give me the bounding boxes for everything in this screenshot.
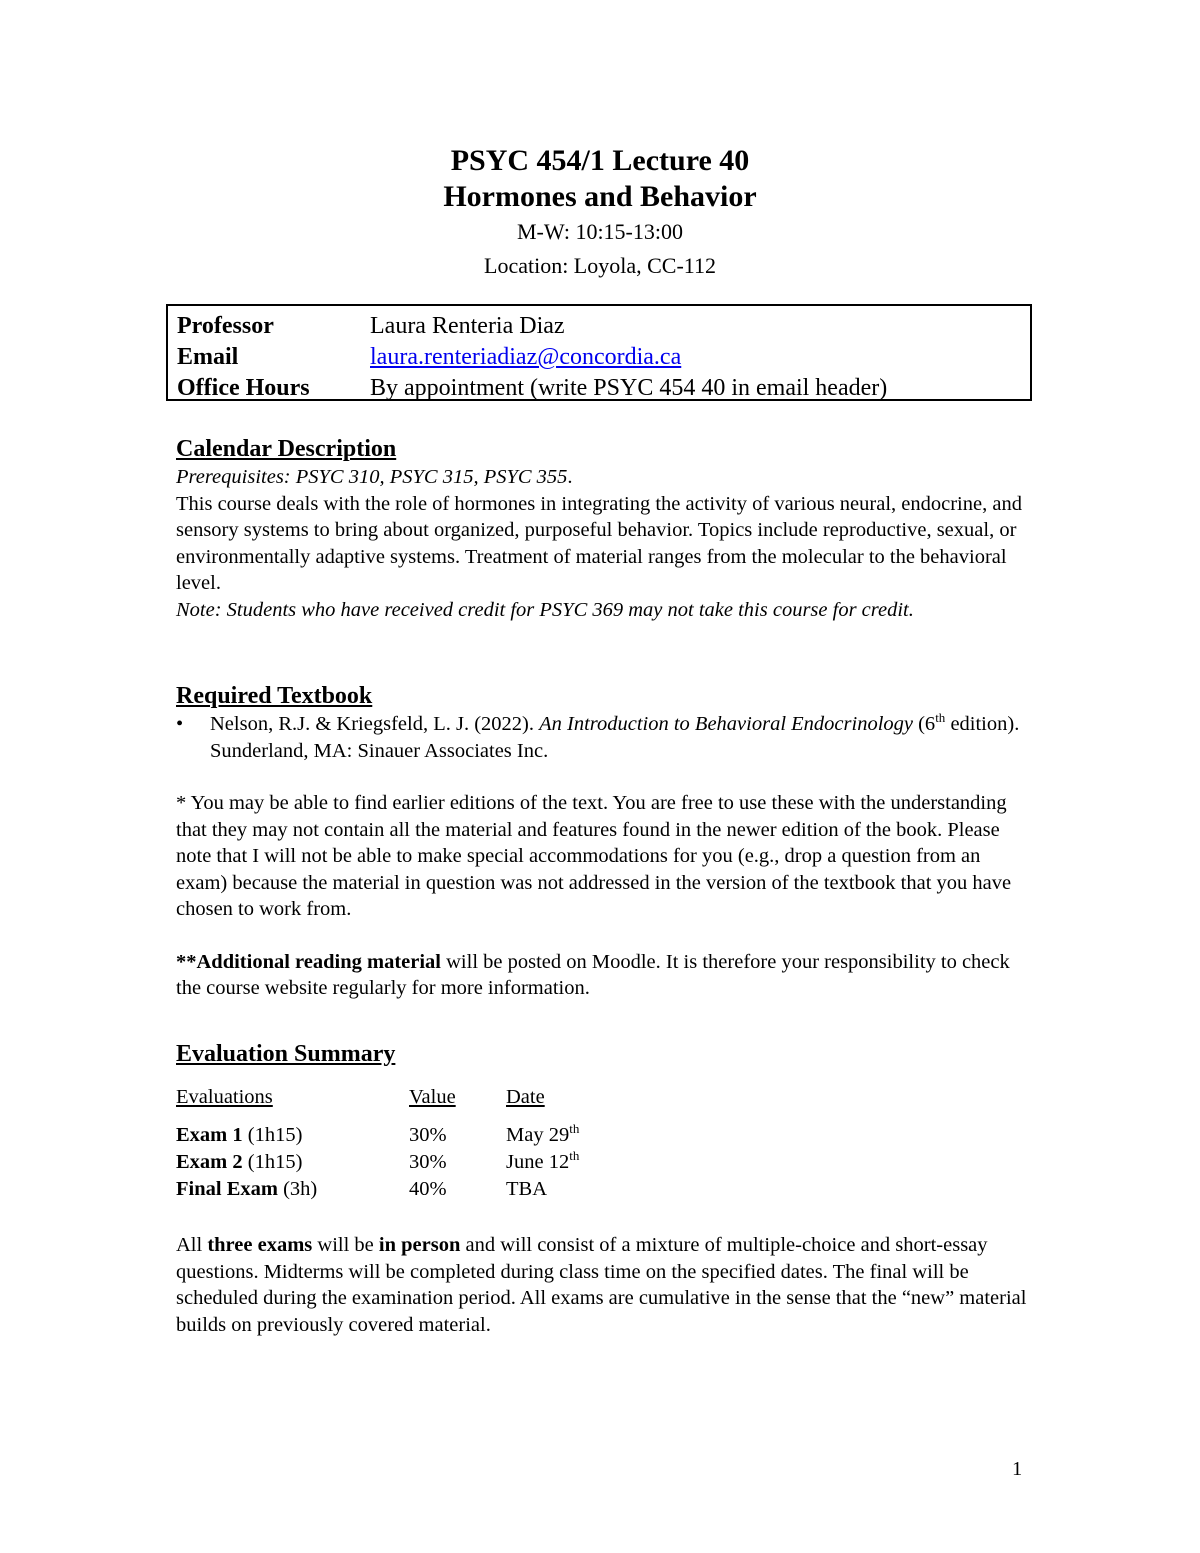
eval-date-sup: th bbox=[569, 1148, 580, 1164]
textbook-citation bbox=[176, 711, 1036, 764]
eval-value: 30% bbox=[409, 1151, 447, 1173]
course-schedule: M-W: 10:15-13:00 bbox=[517, 219, 683, 244]
textbook-heading: Required Textbook bbox=[176, 683, 373, 709]
additional-reading-text: will be posted on Moodle. It is therefore your responsibility to check the course website regularly for more information. bbox=[176, 950, 1010, 999]
prerequisites bbox=[176, 464, 1036, 491]
citation-publisher: edition). Sunderland, MA: Sinauer Associates Inc. bbox=[210, 713, 1020, 762]
summary-part-3: and will consist of a mixture of multiple-choice and short-essay questions. Midterms will be completed during class time on the specified dates. The final will be scheduled during the examination period. All exams are cumulative in the sense that the “new” material builds on previously covered material. bbox=[176, 1234, 1027, 1336]
textbook-section bbox=[176, 681, 1036, 1002]
course-title: PSYC 454/1 Lecture 40 bbox=[450, 144, 750, 177]
course-header bbox=[0, 143, 1200, 283]
eval-date-sup: th bbox=[569, 1121, 580, 1137]
calendar-section bbox=[176, 434, 1036, 623]
eval-duration: (3h) bbox=[277, 1178, 318, 1200]
summary-part-1: All bbox=[176, 1234, 208, 1256]
eval-date: TBA bbox=[506, 1178, 547, 1200]
col-evaluations: Evaluations bbox=[176, 1086, 273, 1108]
citation-title: An Introduction to Behavioral Endocrinology bbox=[539, 713, 913, 735]
professor-name: Laura Renteria Diaz bbox=[370, 313, 565, 339]
eval-name: Exam 2 bbox=[176, 1151, 243, 1173]
evaluation-heading: Evaluation Summary bbox=[176, 1041, 396, 1067]
professor-label: Professor bbox=[177, 313, 274, 339]
prerequisites-text: Prerequisites: PSYC 310, PSYC 315, PSYC 355 bbox=[176, 466, 568, 488]
eval-name: Exam 1 bbox=[176, 1124, 243, 1146]
citation-edition-sup: th bbox=[935, 710, 946, 726]
exam-summary bbox=[176, 1232, 1036, 1338]
eval-date-cell bbox=[506, 1149, 579, 1176]
calendar-heading: Calendar Description bbox=[176, 436, 397, 462]
eval-name-cell bbox=[176, 1122, 302, 1149]
eval-date-cell bbox=[506, 1122, 579, 1149]
bullet-icon: • bbox=[176, 713, 184, 735]
summary-bold-three-exams: three exams bbox=[207, 1234, 313, 1256]
credit-note: Note: Students who have received credit for PSYC 369 may not take this course for credit. bbox=[176, 598, 914, 621]
additional-reading bbox=[176, 949, 1036, 1002]
evaluation-heading-wrap bbox=[176, 1039, 1036, 1069]
editions-note: * You may be able to find earlier editions of the text. You are free to use these with the understanding that they may not contain all the material and features found in the newer edition of the book. Please note that I will not be able to make special accommodations for you (e.g., drop a question from an exam) because the material in question was not addressed in the version of the textbook that you have chosen to work from. bbox=[176, 792, 1012, 920]
additional-reading-bold: **Additional reading material bbox=[176, 950, 441, 973]
course-description: This course deals with the role of hormones in integrating the activity of various neural, endocrine, and sensory systems to bring about organized, purposeful behavior. Topics include reproductive, sexual, or environmentally adaptive systems. Treatment of material ranges from the molecular to the behavioral level. bbox=[176, 492, 1022, 594]
office-hours-value: By appointment (write PSYC 454 40 in email header) bbox=[370, 375, 888, 401]
course-location: Location: Loyola, CC-112 bbox=[484, 253, 716, 278]
summary-bold-in-person: in person bbox=[378, 1234, 461, 1256]
email-link[interactable]: laura.renteriadiaz@concordia.ca bbox=[370, 344, 682, 370]
course-subtitle: Hormones and Behavior bbox=[443, 180, 757, 213]
exam-summary-text bbox=[176, 1232, 1036, 1338]
citation-authors: Nelson, R.J. & Kriegsfeld, L. J. (2022). bbox=[210, 713, 540, 735]
email-label: Email bbox=[177, 344, 239, 370]
eval-duration: (1h15) bbox=[242, 1124, 303, 1146]
eval-value: 40% bbox=[409, 1178, 447, 1200]
eval-name-cell bbox=[176, 1176, 317, 1203]
eval-date: June 12 bbox=[506, 1151, 570, 1173]
page-number: 1 bbox=[1012, 1458, 1023, 1480]
office-hours-label: Office Hours bbox=[177, 375, 310, 401]
summary-part-2: will be bbox=[312, 1234, 379, 1256]
citation-edition: (6 bbox=[912, 713, 936, 735]
col-value: Value bbox=[409, 1086, 456, 1108]
eval-value: 30% bbox=[409, 1124, 447, 1146]
contact-table bbox=[166, 304, 1032, 401]
eval-duration: (1h15) bbox=[242, 1151, 303, 1173]
eval-date: May 29 bbox=[506, 1124, 570, 1146]
eval-name: Final Exam bbox=[176, 1178, 278, 1200]
col-date: Date bbox=[506, 1086, 545, 1108]
prerequisites-period: . bbox=[567, 466, 573, 488]
eval-name-cell bbox=[176, 1149, 302, 1176]
eval-date-cell bbox=[506, 1176, 547, 1203]
